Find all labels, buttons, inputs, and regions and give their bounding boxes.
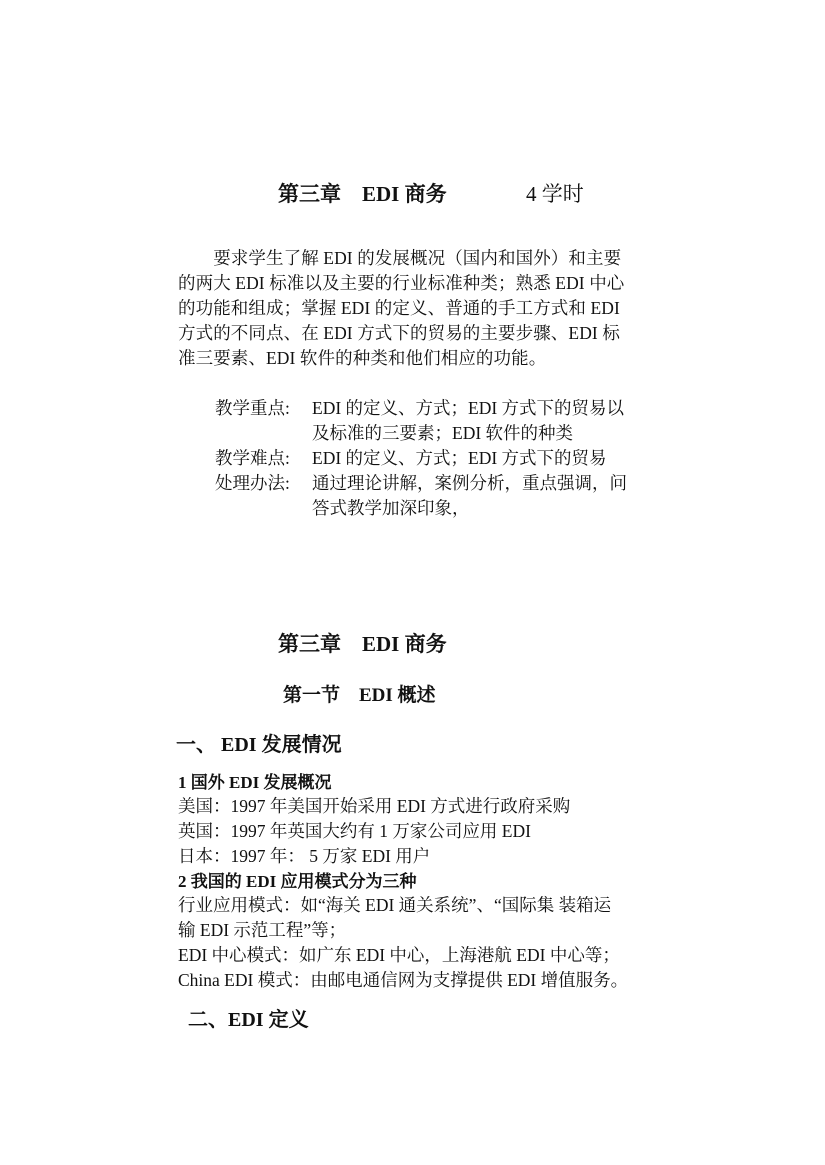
part1-china-line: 输 EDI 示范工程”等；	[178, 920, 347, 940]
part2-heading: 二、EDI 定义	[188, 1009, 309, 1031]
part1-foreign-line: 美国：1997 年美国开始采用 EDI 方式进行政府采购	[178, 796, 571, 816]
teaching-method-label: 处理办法:	[215, 473, 290, 493]
teaching-difficulty-label: 教学难点:	[215, 448, 290, 468]
part1-heading: 一、 EDI 发展情况	[176, 734, 342, 756]
chapter-title	[278, 178, 584, 208]
intro-line: 准三要素、EDI 软件的种类和他们相应的功能。	[178, 348, 547, 368]
part1-china-line: 行业应用模式：如“海关 EDI 通关系统”、“国际集 装箱运	[178, 895, 612, 915]
teaching-difficulty-value: EDI 的定义、方式；EDI 方式下的贸易	[312, 448, 607, 468]
part1-china-line: China EDI 模式：由邮电通信网为支撑提供 EDI 增值服务。	[178, 970, 629, 990]
intro-line: 的功能和组成；掌握 EDI 的定义、普通的手工方式和 EDI	[178, 298, 620, 318]
chapter-title-2: 第三章 EDI 商务	[278, 632, 447, 656]
part1-china-line: EDI 中心模式：如广东 EDI 中心，上海港航 EDI 中心等；	[178, 945, 620, 965]
teaching-focus-value-cont: 及标准的三要素；EDI 软件的种类	[312, 423, 574, 443]
chapter-title-text: 第三章 EDI 商务	[278, 182, 447, 206]
intro-line: 要求学生了解 EDI 的发展概况（国内和国外）和主要	[178, 248, 622, 268]
part1-subheading-china: 2 我国的 EDI 应用模式分为三种	[178, 872, 417, 891]
teaching-method-value: 通过理论讲解，案例分析，重点强调，问	[312, 473, 627, 493]
teaching-focus-label: 教学重点:	[215, 398, 290, 418]
teaching-method-value-cont: 答式教学加深印象，	[312, 498, 470, 518]
teaching-focus-value: EDI 的定义、方式；EDI 方式下的贸易以	[312, 398, 625, 418]
part1-foreign-line: 日本：1997 年： 5 万家 EDI 用户	[178, 846, 431, 866]
section-title: 第一节 EDI 概述	[283, 685, 436, 706]
part1-subheading-foreign: 1 国外 EDI 发展概况	[178, 773, 332, 792]
intro-line: 方式的不同点、在 EDI 方式下的贸易的主要步骤、EDI 标	[178, 323, 620, 343]
chapter-hours: 4 学时	[526, 182, 584, 206]
part1-foreign-line: 英国：1997 年英国大约有 1 万家公司应用 EDI	[178, 821, 531, 841]
intro-line: 的两大 EDI 标准以及主要的行业标准种类；熟悉 EDI 中心	[178, 273, 625, 293]
